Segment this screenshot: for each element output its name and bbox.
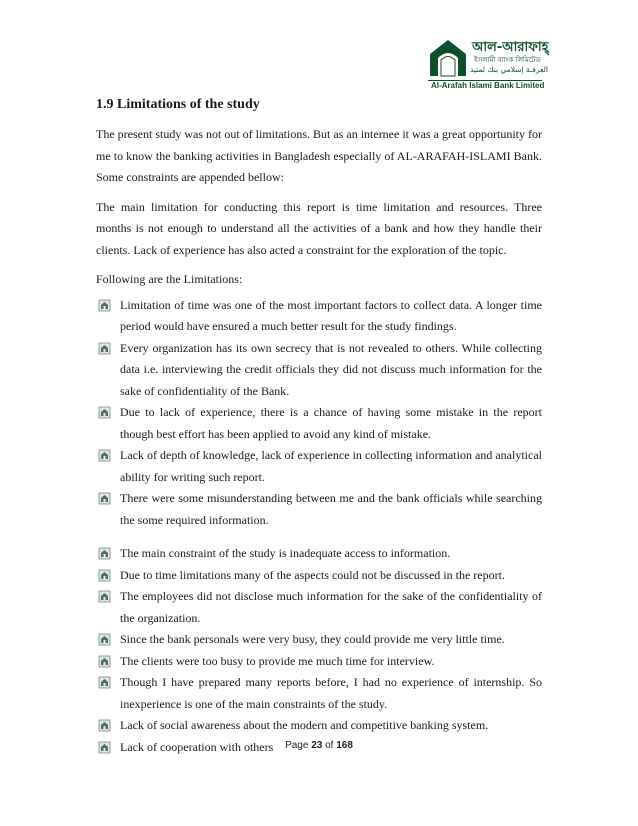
house-bullet-icon bbox=[98, 492, 111, 505]
logo-bengali-name: আল-আরাফাহ্ bbox=[472, 40, 549, 55]
mosque-dome-icon bbox=[428, 38, 468, 78]
list-item: There were some misunderstanding between me and the bank officials while searching the some required information. bbox=[96, 488, 542, 531]
list-item: Due to time limitations many of the aspects could not be discussed in the report. bbox=[96, 565, 542, 587]
list-item: Every organization has its own secrecy that is not revealed to others. While collecting data i.e. interviewing the credit officials they did not discuss much information for the sake of confidentiality of the Bank. bbox=[96, 338, 542, 403]
house-bullet-icon bbox=[98, 547, 111, 560]
list-item: Since the bank personals were very busy, they could provide me very little time. bbox=[96, 629, 542, 651]
house-bullet-icon bbox=[98, 449, 111, 462]
house-bullet-icon bbox=[98, 719, 111, 732]
house-bullet-icon bbox=[98, 406, 111, 419]
list-item: Limitation of time was one of the most important factors to collect data. A longer time period would have ensured a much better result for the study findings. bbox=[96, 295, 542, 338]
footer-page-number: 23 bbox=[311, 740, 323, 751]
page-footer bbox=[0, 740, 638, 751]
house-bullet-icon bbox=[98, 569, 111, 582]
list-item: The employees did not disclose much information for the sake of the confidentiality of the organization. bbox=[96, 586, 542, 629]
bank-logo bbox=[428, 38, 549, 94]
limitations-list-b bbox=[96, 543, 542, 758]
list-item: Lack of depth of knowledge, lack of experience in collecting information and analytical ability for writing such report. bbox=[96, 445, 542, 488]
house-bullet-icon bbox=[98, 342, 111, 355]
house-bullet-icon bbox=[98, 590, 111, 603]
main-limitation-paragraph: The main limitation for conducting this report is time limitation and resources. Three months is not enough to understand all the activities of a bank and how they handle their clients. Lack of experience has also acted a constraint for the exploration of the topic. bbox=[96, 199, 542, 257]
house-bullet-icon bbox=[98, 633, 111, 646]
house-bullet-icon bbox=[98, 299, 111, 312]
section-title: 1.9 Limitations of the study bbox=[96, 97, 260, 112]
list-item: Though I have prepared many reports before, I had no experience of internship. So inexperience is one of the main constraints of the study. bbox=[96, 672, 542, 715]
logo-arabic-name: العرفـة إسلامي بنك لمتيد bbox=[470, 65, 548, 74]
list-item: Lack of cooperation with others bbox=[96, 737, 542, 759]
footer-page-word: Page bbox=[285, 740, 309, 751]
logo-bengali-subtitle: ইসলামী ব্যাংক লিমিটেড bbox=[474, 56, 541, 64]
footer-of-word: of bbox=[325, 740, 334, 751]
page-content bbox=[96, 96, 542, 758]
list-item: Lack of social awareness about the modern and competitive banking system. bbox=[96, 715, 542, 737]
house-bullet-icon bbox=[98, 655, 111, 668]
intro-paragraph: The present study was not out of limitations. But as an internee it was a great opportunity for me to know the banking activities in Bangladesh especially of AL-ARAFAH-ISLAMI Bank. Some constraints are appended bellow: bbox=[96, 127, 542, 184]
list-item: Due to lack of experience, there is a chance of having some mistake in the report though best effort has been applied to avoid any kind of mistake. bbox=[96, 402, 542, 445]
house-bullet-icon bbox=[98, 676, 111, 689]
logo-english-name: Al-Arafah Islami Bank Limited bbox=[431, 81, 545, 90]
footer-total-pages: 168 bbox=[336, 740, 353, 751]
list-item: The main constraint of the study is inadequate access to information. bbox=[96, 543, 542, 565]
limitations-lead: Following are the Limitations: bbox=[96, 272, 243, 286]
list-item: The clients were too busy to provide me much time for interview. bbox=[96, 651, 542, 673]
limitations-list-a bbox=[96, 295, 542, 532]
